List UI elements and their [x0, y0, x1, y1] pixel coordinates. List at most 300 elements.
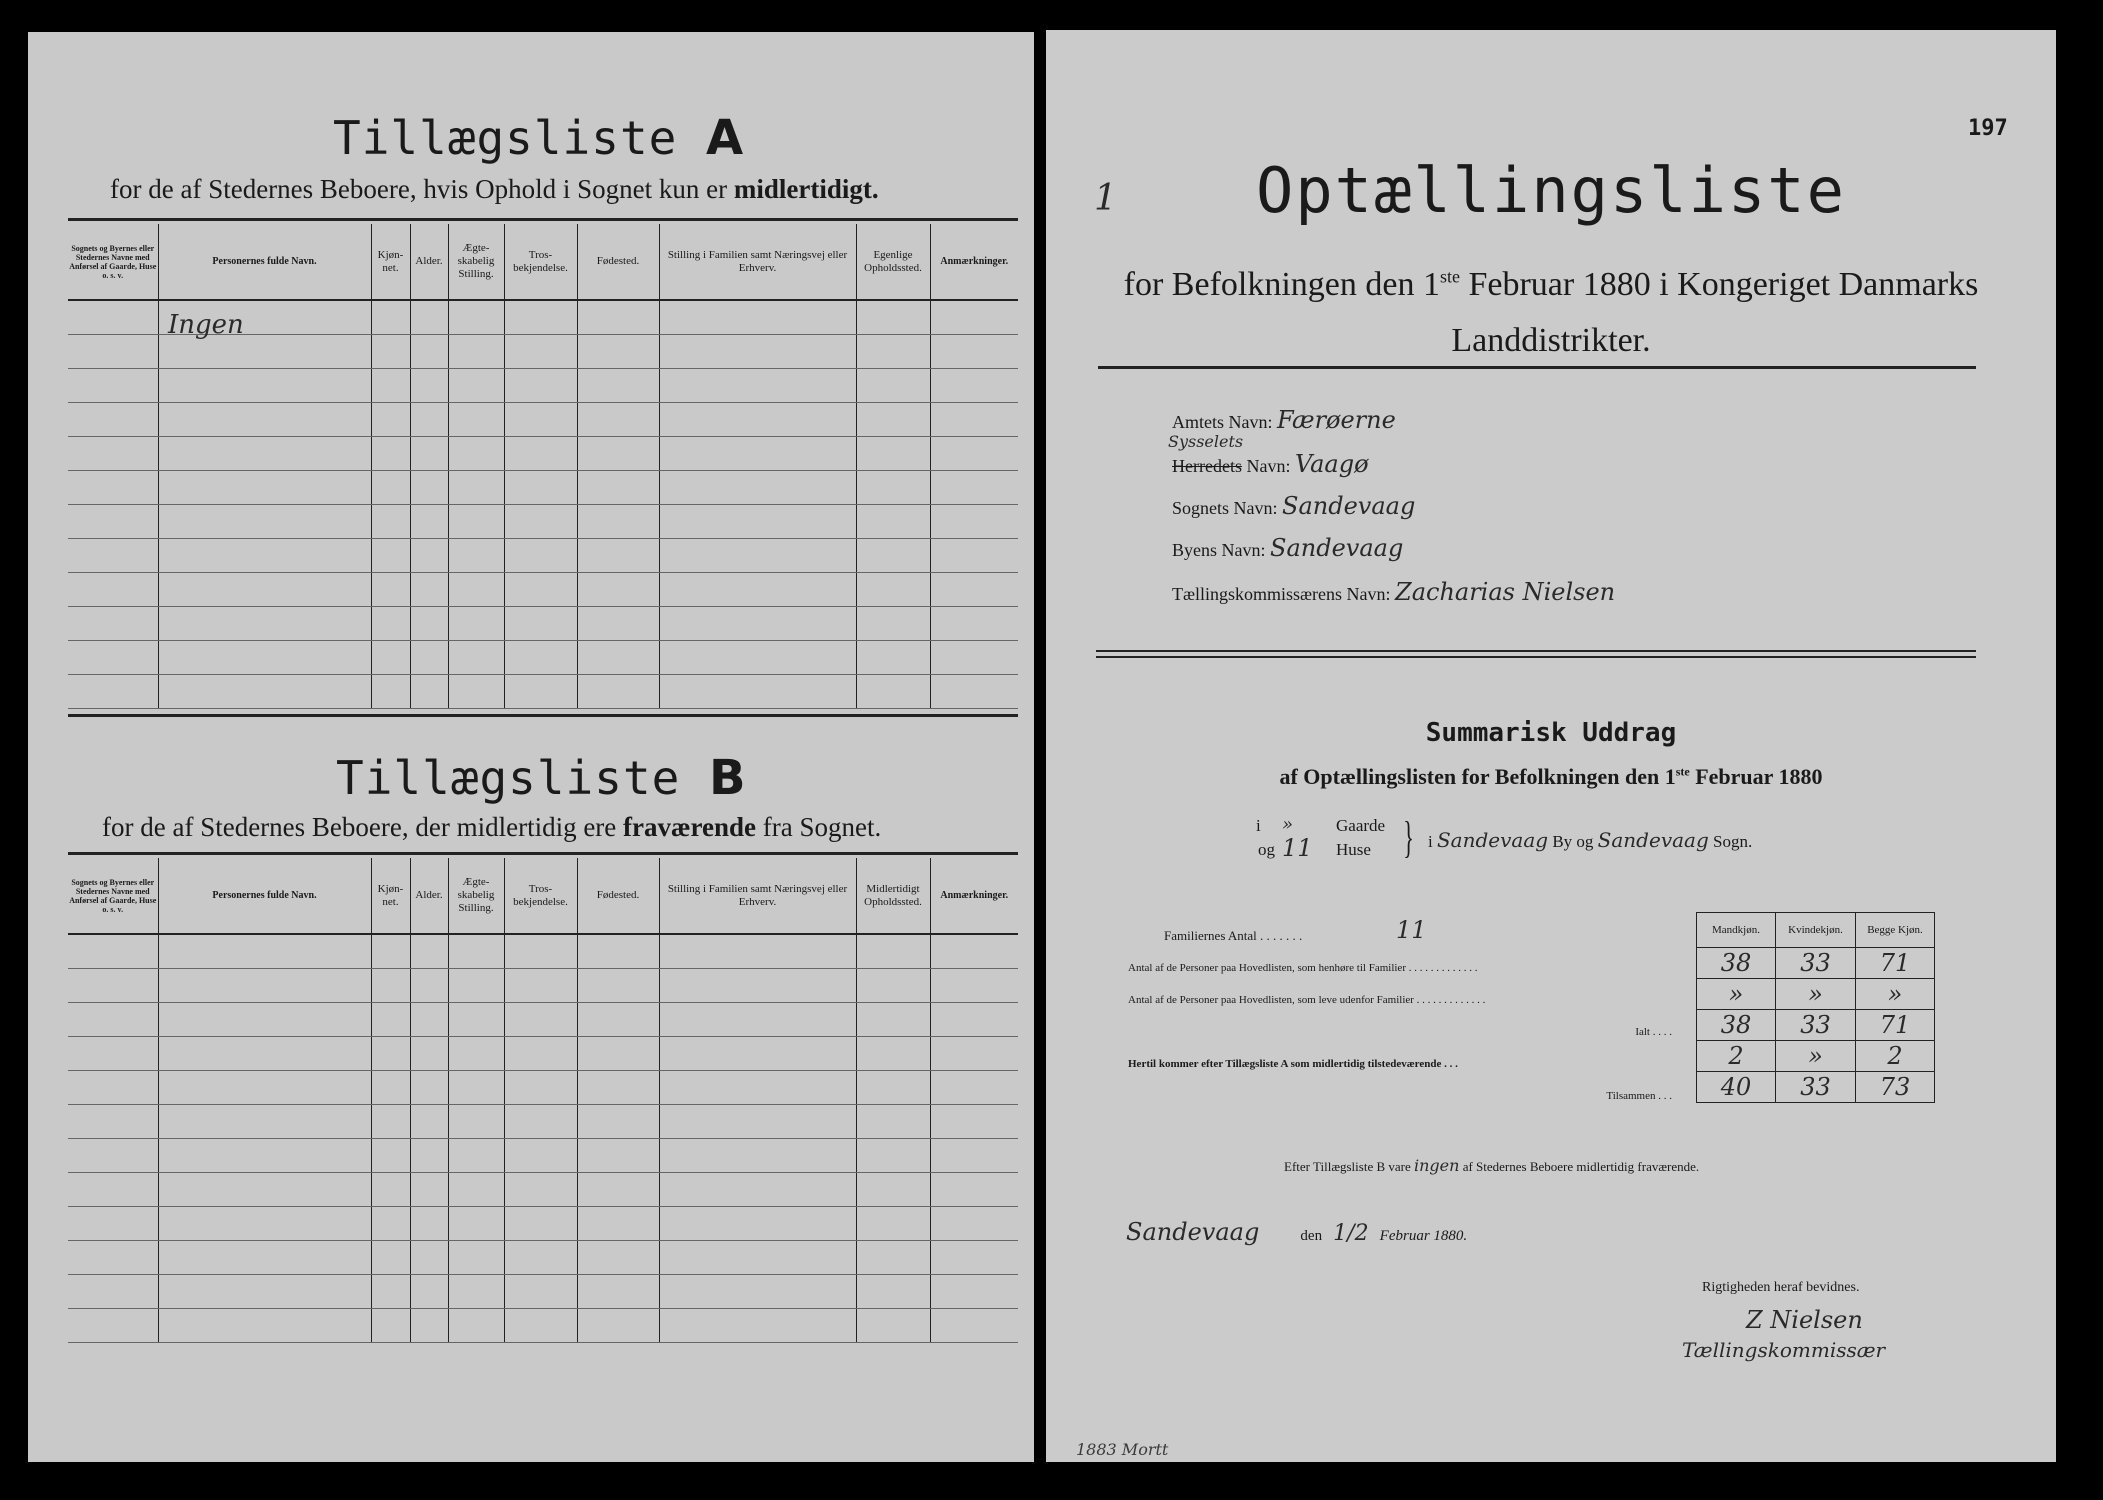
summary-gaarde-label: Gaarde [1336, 816, 1386, 835]
table-cell [930, 538, 1018, 572]
table-cell [158, 640, 371, 674]
summary-gaarde-value: » [1282, 814, 1294, 835]
table-cell [504, 1138, 577, 1172]
table-cell [659, 1036, 856, 1070]
table-cell [930, 934, 1018, 968]
table-cell [577, 1206, 659, 1240]
summary-subtitle [1046, 764, 2056, 790]
summary-row-label-0: Antal af de Personer paa Hovedlisten, som henhøre til Familier . . . . . . . . . . . . . [1128, 962, 1478, 974]
table-cell [856, 1138, 930, 1172]
table-cell [448, 504, 504, 538]
summary-i-label: i [1256, 816, 1261, 835]
table-cell [410, 1036, 448, 1070]
left-page [28, 32, 1034, 1462]
table-cell [930, 1308, 1018, 1342]
summary-cell: 33 [1776, 1072, 1856, 1103]
table-cell [158, 368, 371, 402]
list-b-header-occupation: Stilling i Familien samt Næringsvej eller Erhverv. [659, 858, 856, 934]
table-cell [856, 674, 930, 708]
list-a-title [333, 110, 744, 166]
table-cell [68, 1206, 158, 1240]
table-cell [504, 1172, 577, 1206]
main-title: Optællingsliste [1256, 154, 1846, 227]
table-cell [930, 402, 1018, 436]
table-row [68, 538, 1018, 572]
table-cell [930, 1206, 1018, 1240]
summary-cell: » [1856, 979, 1935, 1010]
table-cell [410, 402, 448, 436]
summary-table-row [1697, 1072, 1935, 1103]
summary-cell: 33 [1776, 1010, 1856, 1041]
table-cell [448, 674, 504, 708]
table-row [68, 1138, 1018, 1172]
table-cell [577, 934, 659, 968]
table-cell [659, 1070, 856, 1104]
table-cell [448, 1104, 504, 1138]
table-cell [371, 968, 410, 1002]
table-cell [448, 1036, 504, 1070]
table-cell [158, 402, 371, 436]
table-cell [577, 538, 659, 572]
summary-col-male: Mandkjøn. [1697, 913, 1776, 948]
table-cell [371, 1240, 410, 1274]
table-cell [448, 606, 504, 640]
date-day: 1/2 [1333, 1221, 1369, 1246]
table-cell [448, 968, 504, 1002]
list-b-header-row [68, 858, 1018, 934]
table-cell [371, 674, 410, 708]
table-cell [577, 1274, 659, 1308]
table-cell [448, 470, 504, 504]
table-cell [448, 402, 504, 436]
table-cell [410, 606, 448, 640]
table-cell [158, 470, 371, 504]
table-cell [856, 1308, 930, 1342]
table-cell [448, 1002, 504, 1036]
table-cell [410, 368, 448, 402]
table-cell [371, 368, 410, 402]
table-cell [371, 1104, 410, 1138]
summary-cell: 38 [1697, 1010, 1776, 1041]
table-cell [659, 1274, 856, 1308]
list-b-header-sex: Kjøn-net. [371, 858, 410, 934]
summary-table-row [1697, 948, 1935, 979]
list-b-subtitle-post: fra Sognet. [762, 812, 882, 842]
table-cell [68, 1070, 158, 1104]
summary-row-label-4: Tilsammen . . . [1606, 1090, 1672, 1102]
date-line [1126, 1218, 1467, 1246]
summary-table-header [1697, 913, 1935, 948]
table-row [68, 1240, 1018, 1274]
table-cell [371, 334, 410, 368]
list-a-bottom-rule [68, 714, 1018, 717]
signature-name: Z Nielsen [1746, 1306, 1863, 1334]
summary-place-line [1428, 828, 1752, 852]
fields-rule-1 [1096, 650, 1976, 652]
table-cell [68, 300, 158, 334]
summary-huse-label: Huse [1336, 840, 1371, 859]
list-a-header-occupation: Stilling i Familien samt Næringsvej eller Erhverv. [659, 224, 856, 300]
table-cell [577, 504, 659, 538]
table-cell [158, 1206, 371, 1240]
list-b-header-religion: Tros-bekjendelse. [504, 858, 577, 934]
field-sogn [1172, 492, 1415, 520]
table-cell [577, 1002, 659, 1036]
table-cell [856, 1206, 930, 1240]
table-cell [856, 300, 930, 334]
table-row [68, 1036, 1018, 1070]
table-cell [371, 402, 410, 436]
table-row [68, 1002, 1018, 1036]
table-cell [577, 1172, 659, 1206]
list-b-title-prefix: Tillægsliste [336, 751, 681, 805]
summary-subtitle-post: Februar 1880 [1695, 764, 1823, 789]
table-cell [68, 1138, 158, 1172]
table-row [68, 606, 1018, 640]
table-cell [504, 334, 577, 368]
main-subtitle-pre: for Befolkningen den 1 [1123, 266, 1440, 303]
table-cell [410, 1172, 448, 1206]
table-cell [856, 1172, 930, 1206]
table-cell [371, 1138, 410, 1172]
table-cell [930, 504, 1018, 538]
list-a-header-sex: Kjøn-net. [371, 224, 410, 300]
table-cell [371, 934, 410, 968]
table-cell [930, 1104, 1018, 1138]
list-b-title [336, 750, 747, 806]
table-cell [659, 1308, 856, 1342]
list-a-title-prefix: Tillægsliste [333, 111, 678, 165]
table-cell [504, 402, 577, 436]
summary-cell: » [1776, 979, 1856, 1010]
summary-table [1696, 912, 1935, 1103]
table-cell [930, 470, 1018, 504]
table-cell [68, 1002, 158, 1036]
table-cell [448, 572, 504, 606]
summary-col-female: Kvindekjøn. [1776, 913, 1856, 948]
summary-place1: Sandevaag [1436, 828, 1549, 852]
summary-sogn-label: Sogn. [1713, 832, 1753, 851]
table-cell [68, 674, 158, 708]
table-cell [68, 1104, 158, 1138]
table-row [68, 1206, 1018, 1240]
field-herred-label: Navn: [1246, 456, 1291, 476]
table-cell [371, 504, 410, 538]
table-cell [410, 1070, 448, 1104]
field-by [1172, 534, 1403, 562]
summary-cell: 2 [1697, 1041, 1776, 1072]
table-cell [577, 1104, 659, 1138]
table-cell [410, 470, 448, 504]
table-cell [371, 572, 410, 606]
table-cell [856, 1104, 930, 1138]
summary-table-row [1697, 1041, 1935, 1072]
table-cell [930, 1002, 1018, 1036]
summary-col-both: Begge Kjøn. [1856, 913, 1935, 948]
table-cell [930, 1138, 1018, 1172]
table-cell [448, 1070, 504, 1104]
table-cell [930, 436, 1018, 470]
page-number: 197 [1968, 116, 2008, 141]
table-cell [856, 606, 930, 640]
table-cell [68, 968, 158, 1002]
table-cell [158, 1308, 371, 1342]
table-cell [158, 1274, 371, 1308]
list-a-header-place: Sognets og Byernes eller Stedernes Navne med Anførsel af Gaarde, Huse o. s. v. [68, 224, 158, 300]
table-cell [577, 368, 659, 402]
summary-huse-value: 11 [1282, 834, 1313, 862]
table-cell [158, 504, 371, 538]
table-cell [577, 640, 659, 674]
table-cell [659, 640, 856, 674]
table-cell [371, 1172, 410, 1206]
list-b-header-place: Sognets og Byernes eller Stedernes Navne med Anførsel af Gaarde, Huse o. s. v. [68, 858, 158, 934]
table-cell [856, 334, 930, 368]
table-cell [856, 538, 930, 572]
table-cell [410, 1138, 448, 1172]
table-cell [371, 538, 410, 572]
summary-place2: Sandevaag [1597, 828, 1709, 852]
table-cell [930, 572, 1018, 606]
table-cell [410, 1274, 448, 1308]
table-cell [856, 640, 930, 674]
summary-subtitle-sup: ste [1675, 764, 1690, 779]
summary-cell: 73 [1856, 1072, 1935, 1103]
summary-cell: 38 [1697, 948, 1776, 979]
table-cell [659, 504, 856, 538]
table-cell [410, 1104, 448, 1138]
table-cell [659, 1104, 856, 1138]
table-cell [930, 368, 1018, 402]
table-cell [68, 640, 158, 674]
table-cell [448, 640, 504, 674]
field-amt [1172, 406, 1396, 434]
table-cell [410, 334, 448, 368]
table-cell [448, 934, 504, 968]
list-a-header-age: Alder. [410, 224, 448, 300]
summary-note [1284, 1156, 1699, 1175]
table-cell [659, 1002, 856, 1036]
list-a-entry-name: Ingen [168, 310, 244, 340]
table-cell [68, 1274, 158, 1308]
attest-text: Rigtigheden heraf bevidnes. [1702, 1280, 1860, 1295]
field-kommissaer-label: Tællingskommissærens Navn: [1172, 584, 1391, 604]
field-herred-correction: Sysselets [1168, 432, 1244, 451]
table-cell [504, 1274, 577, 1308]
table-row [68, 1070, 1018, 1104]
table-row [68, 368, 1018, 402]
main-subtitle-line2: Landdistrikter. [1451, 322, 1651, 359]
list-a-header-row [68, 224, 1018, 300]
summary-cell: 2 [1856, 1041, 1935, 1072]
table-cell [659, 334, 856, 368]
table-cell [448, 538, 504, 572]
table-cell [504, 1206, 577, 1240]
field-sogn-value: Sandevaag [1282, 492, 1416, 520]
table-cell [577, 674, 659, 708]
table-cell [68, 572, 158, 606]
table-cell [371, 436, 410, 470]
table-cell [577, 1240, 659, 1274]
table-row [68, 674, 1018, 708]
table-cell [659, 1172, 856, 1206]
table-cell [504, 1104, 577, 1138]
table-row [68, 572, 1018, 606]
table-cell [856, 368, 930, 402]
table-cell [410, 968, 448, 1002]
field-herred [1172, 450, 1369, 478]
list-b-subtitle-bold: fraværende [623, 812, 757, 842]
table-cell [504, 368, 577, 402]
table-cell [68, 436, 158, 470]
table-cell [448, 1240, 504, 1274]
table-cell [410, 640, 448, 674]
summary-cell: » [1776, 1041, 1856, 1072]
table-cell [448, 1172, 504, 1206]
table-cell [158, 1172, 371, 1206]
table-cell [504, 572, 577, 606]
summary-note-post: af Stedernes Beboere midlertidig fraværende. [1462, 1159, 1700, 1174]
summary-row-label-2: Ialt . . . . [1635, 1026, 1672, 1038]
table-cell [659, 572, 856, 606]
table-cell [577, 572, 659, 606]
field-amt-label: Amtets Navn: [1172, 412, 1273, 432]
table-cell [856, 504, 930, 538]
table-cell [504, 470, 577, 504]
table-cell [68, 934, 158, 968]
table-cell [577, 968, 659, 1002]
table-cell [158, 674, 371, 708]
field-herred-value: Vaagø [1294, 450, 1369, 478]
right-page [1046, 30, 2056, 1462]
table-cell [410, 674, 448, 708]
field-kommissaer-value: Zacharias Nielsen [1395, 578, 1616, 606]
table-cell [371, 1206, 410, 1240]
table-cell [504, 1002, 577, 1036]
summary-brace: } [1403, 813, 1414, 862]
table-row [68, 470, 1018, 504]
table-cell [659, 934, 856, 968]
table-cell [371, 1036, 410, 1070]
table-cell [504, 1240, 577, 1274]
table-row [68, 1172, 1018, 1206]
list-a-header-marital: Ægte-skabelig Stilling. [448, 224, 504, 300]
table-cell [158, 1240, 371, 1274]
table-cell [410, 1240, 448, 1274]
table-cell [504, 1070, 577, 1104]
table-cell [856, 1070, 930, 1104]
table-cell [371, 1308, 410, 1342]
table-cell [68, 470, 158, 504]
field-kommissaer [1172, 578, 1615, 606]
table-cell [930, 1240, 1018, 1274]
table-cell [659, 1206, 856, 1240]
table-cell [577, 1070, 659, 1104]
date-place: Sandevaag [1126, 1218, 1260, 1246]
field-by-value: Sandevaag [1270, 534, 1404, 562]
summary-row-label-3: Hertil kommer efter Tillægsliste A som midlertidig tilstedeværende . . . [1128, 1058, 1458, 1070]
table-cell [68, 606, 158, 640]
table-cell [930, 1274, 1018, 1308]
table-row [68, 1104, 1018, 1138]
list-b-header-remarks: Anmærkninger. [930, 858, 1018, 934]
summary-cell: 33 [1776, 948, 1856, 979]
table-cell [68, 1036, 158, 1070]
list-b-subtitle-text: for de af Stedernes Beboere, der midlertidig ere [102, 812, 617, 842]
summary-familier-value: 11 [1396, 916, 1427, 944]
summary-cell: 40 [1697, 1072, 1776, 1103]
table-cell [659, 402, 856, 436]
table-cell [448, 368, 504, 402]
table-row [68, 1308, 1018, 1342]
summary-note-hand: ingen [1414, 1156, 1460, 1175]
list-b-table [68, 858, 1018, 1343]
header-rule [1098, 366, 1976, 369]
table-cell [659, 368, 856, 402]
table-cell [930, 674, 1018, 708]
table-cell [158, 538, 371, 572]
table-cell [504, 968, 577, 1002]
table-cell [158, 934, 371, 968]
table-cell [410, 1002, 448, 1036]
table-cell [577, 436, 659, 470]
table-cell [577, 1036, 659, 1070]
table-cell [68, 1172, 158, 1206]
table-cell [504, 538, 577, 572]
table-cell [410, 1308, 448, 1342]
table-cell [930, 968, 1018, 1002]
list-b-header-residence: Midlertidigt Opholdssted. [856, 858, 930, 934]
table-cell [930, 640, 1018, 674]
table-cell [158, 968, 371, 1002]
main-subtitle-post: Februar 1880 i Kongeriget Danmarks [1468, 266, 1979, 303]
table-cell [410, 436, 448, 470]
main-subtitle-sup: ste [1439, 266, 1460, 287]
table-cell [659, 1240, 856, 1274]
list-a-top-rule [68, 218, 1018, 221]
list-a-table [68, 224, 1018, 709]
fields-rule-2 [1096, 656, 1976, 658]
table-cell [158, 1138, 371, 1172]
table-cell [158, 606, 371, 640]
summary-familier-label: Familiernes Antal . . . . . . . [1164, 928, 1303, 943]
table-cell [659, 968, 856, 1002]
table-cell [68, 1240, 158, 1274]
list-a-title-letter: A [706, 110, 745, 166]
table-cell [410, 572, 448, 606]
table-cell [158, 572, 371, 606]
table-cell [577, 402, 659, 436]
table-cell [577, 606, 659, 640]
table-cell [371, 606, 410, 640]
table-cell [856, 1002, 930, 1036]
table-cell [410, 300, 448, 334]
list-b-header-marital: Ægte-skabelig Stilling. [448, 858, 504, 934]
table-cell [930, 300, 1018, 334]
list-a-subtitle-bold: midlertidigt. [733, 174, 879, 204]
table-cell [410, 538, 448, 572]
field-sogn-label: Sognets Navn: [1172, 498, 1278, 518]
table-cell [504, 606, 577, 640]
table-cell [856, 436, 930, 470]
table-cell [371, 1070, 410, 1104]
table-cell [856, 572, 930, 606]
table-cell [448, 1138, 504, 1172]
table-cell [158, 436, 371, 470]
list-a-header-religion: Tros-bekjendelse. [504, 224, 577, 300]
table-cell [371, 470, 410, 504]
date-post: Februar 1880. [1379, 1228, 1468, 1244]
